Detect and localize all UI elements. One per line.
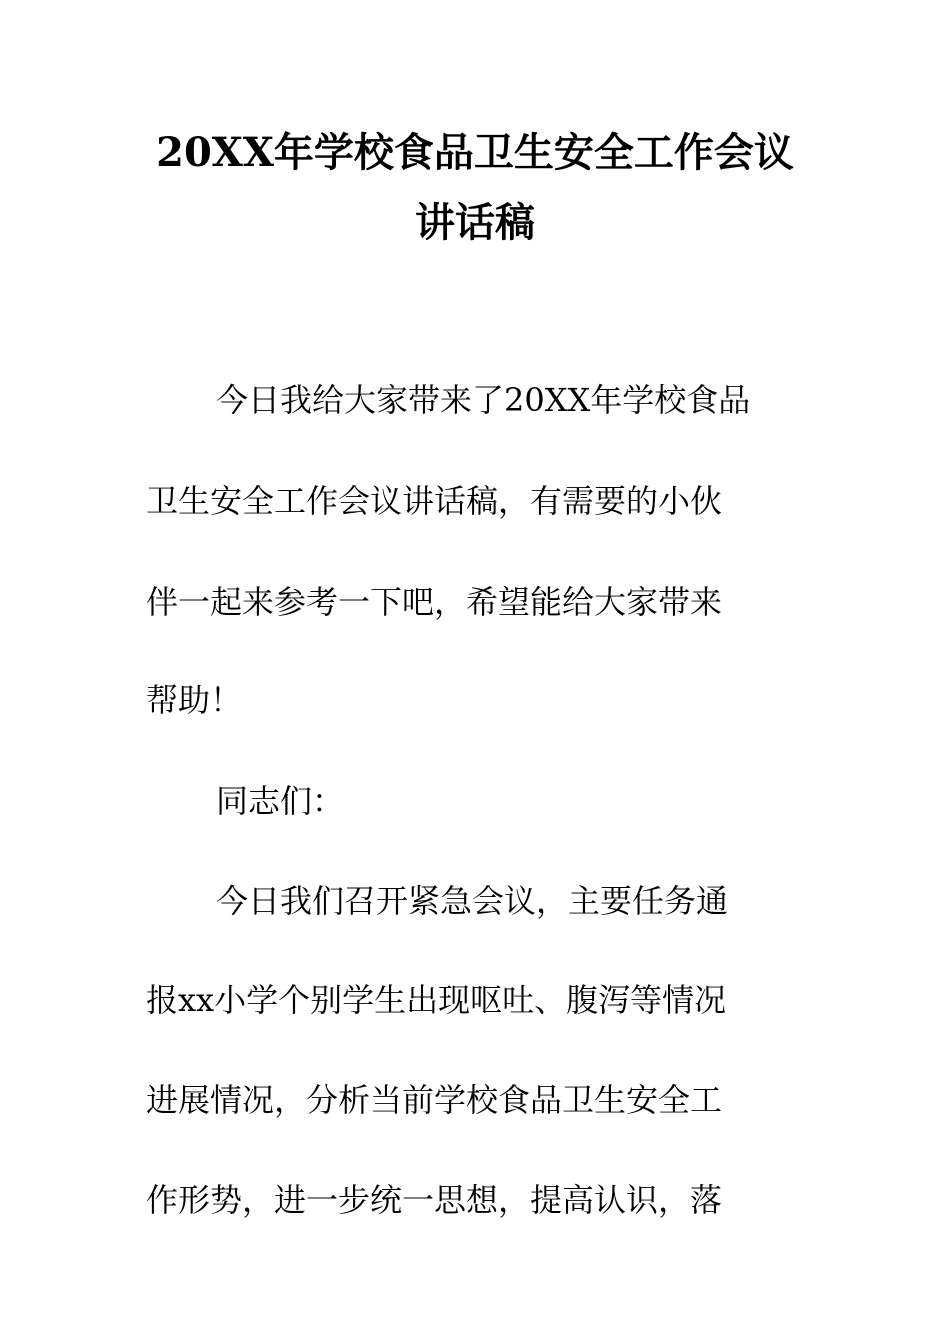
body-line-2: 卫生安全工作会议讲话稿，有需要的小伙 (146, 482, 723, 520)
body-line-8: 作形势，进一步统一思想，提高认识，落 (146, 1181, 723, 1219)
body-line-6: 报xx小学个别学生出现呕吐、腹泻等情况 (146, 981, 727, 1019)
salutation-line: 同志们： (216, 782, 345, 820)
body-line-4: 帮助！ (146, 681, 243, 719)
document-title (0, 118, 950, 258)
body-line-1: 今日我给大家带来了20XX年学校食品 (216, 381, 751, 419)
title-line-2: 讲话稿 (415, 199, 535, 246)
body-line-7: 进展情况，分析当前学校食品卫生安全工 (146, 1081, 723, 1119)
body-line-5: 今日我们召开紧急会议，主要任务通 (216, 882, 729, 920)
body-line-3: 伴一起来参考一下吧，希望能给大家带来 (146, 583, 723, 621)
title-line-1: 20XX年学校食品卫生安全工作会议 (156, 129, 794, 176)
